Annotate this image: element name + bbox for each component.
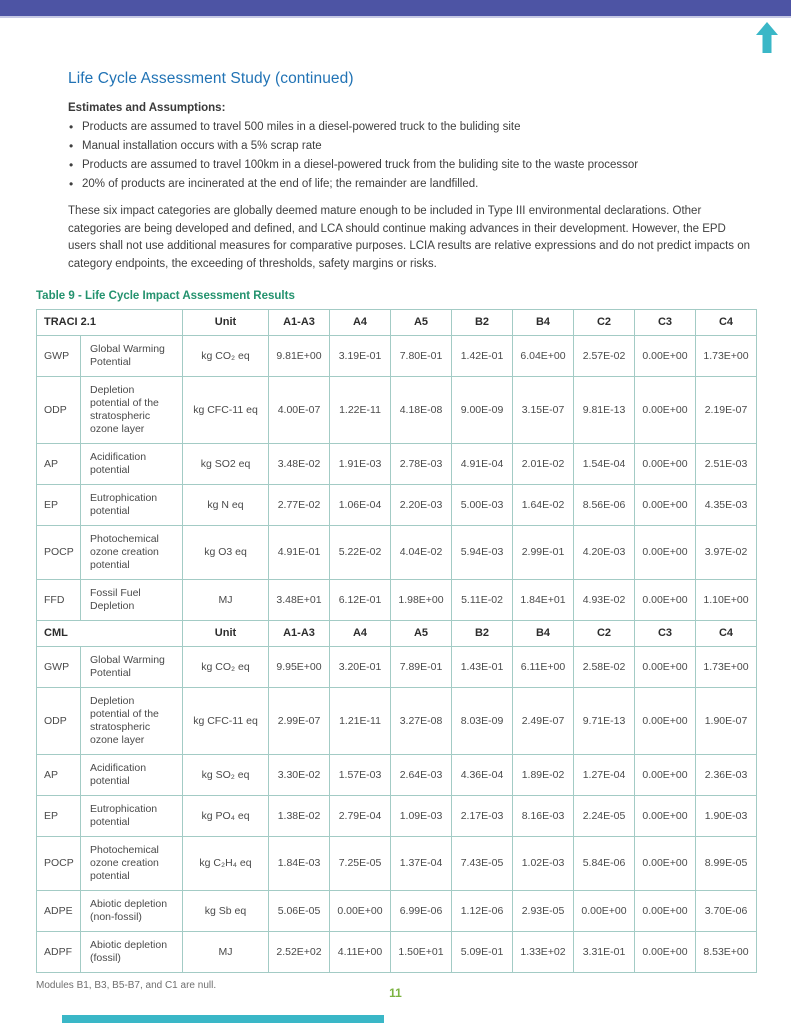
impact-value-cell: 1.06E-04: [330, 485, 391, 526]
impact-value-cell: 9.81E+00: [269, 336, 330, 377]
table-caption: Table 9 - Life Cycle Impact Assessment Results: [36, 290, 295, 302]
table-row: [37, 336, 757, 377]
impact-unit-cell: kg N eq: [183, 485, 269, 526]
impact-value-cell: 6.99E-06: [391, 891, 452, 932]
impact-value-cell: 2.77E-02: [269, 485, 330, 526]
table-row: [37, 688, 757, 755]
impact-value-cell: 4.04E-02: [391, 526, 452, 580]
impact-value-cell: 2.57E-02: [574, 336, 635, 377]
impact-value-cell: 2.51E-03: [696, 444, 757, 485]
impact-value-cell: 3.48E-02: [269, 444, 330, 485]
impact-value-cell: 1.90E-03: [696, 796, 757, 837]
impact-description-cell: Abiotic depletion (non-fossil): [81, 891, 183, 932]
impact-value-cell: 2.20E-03: [391, 485, 452, 526]
assumption-item: • Products are assumed to travel 100km in a diesel-powered truck from the buliding site to the waste processor: [68, 156, 755, 175]
impact-value-cell: 7.89E-01: [391, 647, 452, 688]
impact-value-cell: 6.04E+00: [513, 336, 574, 377]
table-row: [37, 580, 757, 621]
column-header: A1-A3: [269, 310, 330, 336]
impact-value-cell: 1.57E-03: [330, 755, 391, 796]
impact-value-cell: 2.19E-07: [696, 377, 757, 444]
assumption-item: • Products are assumed to travel 500 miles in a diesel-powered truck to the buliding site: [68, 118, 755, 137]
impact-abbr-cell: POCP: [37, 526, 81, 580]
impact-unit-cell: kg SO₂ eq: [183, 755, 269, 796]
impact-description-cell: Acidification potential: [81, 444, 183, 485]
impact-value-cell: 4.18E-08: [391, 377, 452, 444]
impact-unit-cell: MJ: [183, 932, 269, 973]
impact-abbr-cell: EP: [37, 796, 81, 837]
impact-abbr-cell: GWP: [37, 336, 81, 377]
column-header: A1-A3: [269, 621, 330, 647]
table-row: [37, 755, 757, 796]
impact-value-cell: 1.98E+00: [391, 580, 452, 621]
impact-description-cell: Depletion potential of the stratospheric ozone layer: [81, 688, 183, 755]
impact-unit-cell: kg CFC-11 eq: [183, 688, 269, 755]
assumptions-list: [68, 118, 755, 194]
column-header: Unit: [183, 621, 269, 647]
column-header: C4: [696, 310, 757, 336]
column-header: A5: [391, 310, 452, 336]
lcia-results-table: [36, 309, 757, 973]
impact-value-cell: 2.79E-04: [330, 796, 391, 837]
impact-value-cell: 5.94E-03: [452, 526, 513, 580]
impact-description-cell: Eutrophication potential: [81, 796, 183, 837]
impact-value-cell: 4.11E+00: [330, 932, 391, 973]
impact-value-cell: 3.31E-01: [574, 932, 635, 973]
impact-value-cell: 3.15E-07: [513, 377, 574, 444]
assumption-item: • Manual installation occurs with a 5% scrap rate: [68, 137, 755, 156]
impact-value-cell: 9.95E+00: [269, 647, 330, 688]
impact-value-cell: 4.00E-07: [269, 377, 330, 444]
impact-abbr-cell: ADPE: [37, 891, 81, 932]
impact-value-cell: 0.00E+00: [635, 932, 696, 973]
impact-value-cell: 0.00E+00: [574, 891, 635, 932]
table-row: [37, 647, 757, 688]
impact-value-cell: 8.53E+00: [696, 932, 757, 973]
impact-value-cell: 1.27E-04: [574, 755, 635, 796]
impact-value-cell: 2.78E-03: [391, 444, 452, 485]
impact-value-cell: 4.35E-03: [696, 485, 757, 526]
impact-value-cell: 7.25E-05: [330, 837, 391, 891]
impact-value-cell: 1.73E+00: [696, 647, 757, 688]
impact-value-cell: 7.80E-01: [391, 336, 452, 377]
impact-value-cell: 0.00E+00: [635, 377, 696, 444]
impact-value-cell: 6.11E+00: [513, 647, 574, 688]
impact-value-cell: 2.93E-05: [513, 891, 574, 932]
impact-value-cell: 1.54E-04: [574, 444, 635, 485]
table-footnote: Modules B1, B3, B5-B7, and C1 are null.: [36, 980, 217, 991]
impact-value-cell: 0.00E+00: [635, 580, 696, 621]
impact-description-cell: Fossil Fuel Depletion: [81, 580, 183, 621]
back-to-top-button[interactable]: [755, 22, 779, 53]
table-row: [37, 444, 757, 485]
column-header: B2: [452, 621, 513, 647]
impact-value-cell: 2.58E-02: [574, 647, 635, 688]
impact-value-cell: 1.02E-03: [513, 837, 574, 891]
impact-value-cell: 0.00E+00: [635, 891, 696, 932]
impact-value-cell: 0.00E+00: [635, 485, 696, 526]
impact-unit-cell: kg CFC-11 eq: [183, 377, 269, 444]
impact-description-cell: Global Warming Potential: [81, 647, 183, 688]
impact-abbr-cell: FFD: [37, 580, 81, 621]
impact-unit-cell: kg CO₂ eq: [183, 336, 269, 377]
column-header: Unit: [183, 310, 269, 336]
column-header: A4: [330, 621, 391, 647]
impact-value-cell: 1.84E-03: [269, 837, 330, 891]
impact-value-cell: 1.73E+00: [696, 336, 757, 377]
impact-value-cell: 3.20E-01: [330, 647, 391, 688]
impact-value-cell: 1.50E+01: [391, 932, 452, 973]
impact-value-cell: 2.36E-03: [696, 755, 757, 796]
impact-value-cell: 1.09E-03: [391, 796, 452, 837]
section-name-header: TRACI 2.1: [37, 310, 183, 336]
table-section-header-row: [37, 621, 757, 647]
impact-value-cell: 2.49E-07: [513, 688, 574, 755]
impact-value-cell: 8.56E-06: [574, 485, 635, 526]
impact-value-cell: 1.37E-04: [391, 837, 452, 891]
impact-value-cell: 7.43E-05: [452, 837, 513, 891]
top-bar: [0, 0, 791, 18]
impact-value-cell: 5.00E-03: [452, 485, 513, 526]
impact-value-cell: 1.38E-02: [269, 796, 330, 837]
impact-unit-cell: kg C₂H₄ eq: [183, 837, 269, 891]
impact-value-cell: 5.11E-02: [452, 580, 513, 621]
impact-unit-cell: kg SO2 eq: [183, 444, 269, 485]
assumption-item: • 20% of products are incinerated at the end of life; the remainder are landfilled.: [68, 175, 755, 194]
impact-value-cell: 3.48E+01: [269, 580, 330, 621]
impact-description-cell: Photochemical ozone creation potential: [81, 837, 183, 891]
impact-value-cell: 0.00E+00: [635, 444, 696, 485]
impact-description-cell: Global Warming Potential: [81, 336, 183, 377]
column-header: B4: [513, 621, 574, 647]
table-section-header-row: [37, 310, 757, 336]
impact-abbr-cell: POCP: [37, 837, 81, 891]
impact-abbr-cell: ODP: [37, 377, 81, 444]
impact-value-cell: 3.97E-02: [696, 526, 757, 580]
impact-value-cell: 4.91E-01: [269, 526, 330, 580]
impact-description-cell: Acidification potential: [81, 755, 183, 796]
column-header: B4: [513, 310, 574, 336]
impact-value-cell: 2.52E+02: [269, 932, 330, 973]
impact-value-cell: 5.06E-05: [269, 891, 330, 932]
impact-value-cell: 0.00E+00: [635, 336, 696, 377]
table-row: [37, 796, 757, 837]
up-arrow-icon: [755, 22, 779, 53]
column-header: C4: [696, 621, 757, 647]
impact-value-cell: 9.71E-13: [574, 688, 635, 755]
impact-value-cell: 6.12E-01: [330, 580, 391, 621]
impact-value-cell: 1.89E-02: [513, 755, 574, 796]
impact-value-cell: 9.00E-09: [452, 377, 513, 444]
impact-value-cell: 3.19E-01: [330, 336, 391, 377]
impact-value-cell: 4.36E-04: [452, 755, 513, 796]
impact-value-cell: 3.70E-06: [696, 891, 757, 932]
impact-value-cell: 1.12E-06: [452, 891, 513, 932]
lcia-table-body: [37, 310, 757, 973]
impact-description-cell: Depletion potential of the stratospheric ozone layer: [81, 377, 183, 444]
impact-value-cell: 1.91E-03: [330, 444, 391, 485]
column-header: A4: [330, 310, 391, 336]
footer-accent-bar: [62, 1015, 384, 1023]
impact-value-cell: 0.00E+00: [635, 796, 696, 837]
impact-value-cell: 5.22E-02: [330, 526, 391, 580]
assumptions-heading: Estimates and Assumptions:: [68, 102, 226, 114]
section-name-header: CML: [37, 621, 183, 647]
impact-unit-cell: kg CO₂ eq: [183, 647, 269, 688]
impact-unit-cell: MJ: [183, 580, 269, 621]
column-header: B2: [452, 310, 513, 336]
impact-value-cell: 2.99E-01: [513, 526, 574, 580]
table-row: [37, 891, 757, 932]
table-row: [37, 837, 757, 891]
impact-value-cell: 8.03E-09: [452, 688, 513, 755]
impact-abbr-cell: AP: [37, 755, 81, 796]
column-header: C2: [574, 621, 635, 647]
impact-value-cell: 8.99E-05: [696, 837, 757, 891]
impact-description-cell: Photochemical ozone creation potential: [81, 526, 183, 580]
impact-value-cell: 8.16E-03: [513, 796, 574, 837]
page-title: Life Cycle Assessment Study (continued): [68, 70, 354, 87]
impact-value-cell: 3.27E-08: [391, 688, 452, 755]
column-header: C2: [574, 310, 635, 336]
impact-value-cell: 1.33E+02: [513, 932, 574, 973]
impact-value-cell: 1.42E-01: [452, 336, 513, 377]
page-content: [36, 20, 755, 991]
table-row: [37, 932, 757, 973]
impact-categories-paragraph: These six impact categories are globally deemed mature enough to be included in Type III environmental declarations. Other categories are being developed and defined, and LCA should continue making advances in their development. However, the EPD users shall not use additional measures for comparative purposes. LCIA results are relative expressions and do not predict impacts on category endpoints, the exceeding of thresholds, safety margins or risks.: [68, 205, 751, 270]
impact-value-cell: 2.01E-02: [513, 444, 574, 485]
impact-value-cell: 1.90E-07: [696, 688, 757, 755]
impact-abbr-cell: AP: [37, 444, 81, 485]
impact-value-cell: 0.00E+00: [635, 837, 696, 891]
impact-value-cell: 5.84E-06: [574, 837, 635, 891]
impact-abbr-cell: EP: [37, 485, 81, 526]
impact-value-cell: 1.64E-02: [513, 485, 574, 526]
impact-value-cell: 1.43E-01: [452, 647, 513, 688]
impact-unit-cell: kg PO₄ eq: [183, 796, 269, 837]
impact-unit-cell: kg O3 eq: [183, 526, 269, 580]
impact-abbr-cell: ODP: [37, 688, 81, 755]
impact-description-cell: Eutrophication potential: [81, 485, 183, 526]
impact-value-cell: 4.93E-02: [574, 580, 635, 621]
impact-unit-cell: kg Sb eq: [183, 891, 269, 932]
impact-value-cell: 1.21E-11: [330, 688, 391, 755]
table-row: [37, 377, 757, 444]
impact-value-cell: 0.00E+00: [635, 647, 696, 688]
impact-value-cell: 2.99E-07: [269, 688, 330, 755]
impact-value-cell: 1.84E+01: [513, 580, 574, 621]
impact-value-cell: 0.00E+00: [635, 755, 696, 796]
impact-value-cell: 2.24E-05: [574, 796, 635, 837]
impact-value-cell: 0.00E+00: [330, 891, 391, 932]
impact-value-cell: 1.10E+00: [696, 580, 757, 621]
impact-abbr-cell: ADPF: [37, 932, 81, 973]
impact-value-cell: 4.20E-03: [574, 526, 635, 580]
column-header: A5: [391, 621, 452, 647]
table-row: [37, 526, 757, 580]
impact-value-cell: 2.64E-03: [391, 755, 452, 796]
impact-value-cell: 0.00E+00: [635, 688, 696, 755]
column-header: C3: [635, 621, 696, 647]
impact-value-cell: 4.91E-04: [452, 444, 513, 485]
table-row: [37, 485, 757, 526]
impact-value-cell: 9.81E-13: [574, 377, 635, 444]
impact-value-cell: 0.00E+00: [635, 526, 696, 580]
impact-abbr-cell: GWP: [37, 647, 81, 688]
impact-description-cell: Abiotic depletion (fossil): [81, 932, 183, 973]
impact-value-cell: 5.09E-01: [452, 932, 513, 973]
column-header: C3: [635, 310, 696, 336]
impact-value-cell: 2.17E-03: [452, 796, 513, 837]
impact-value-cell: 3.30E-02: [269, 755, 330, 796]
impact-value-cell: 1.22E-11: [330, 377, 391, 444]
page-number: 11: [389, 986, 402, 1000]
